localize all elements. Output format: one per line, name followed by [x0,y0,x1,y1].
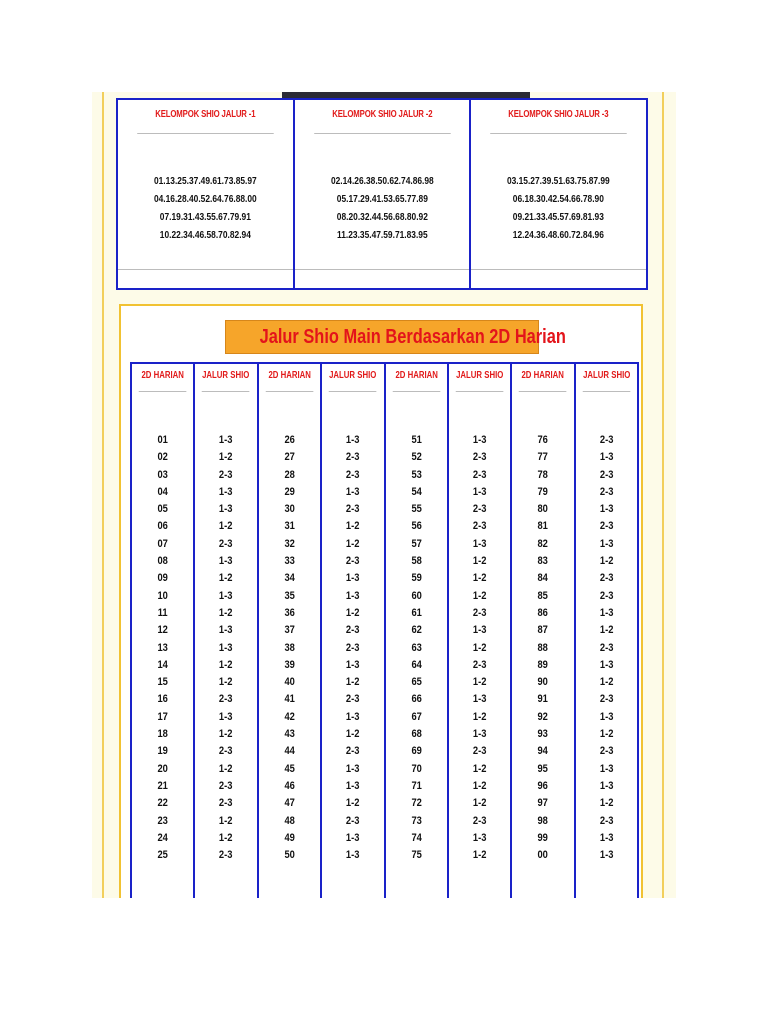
jalur-shio-cell: 2-3 [472,451,487,464]
harian-number-cell: 34 [284,572,295,585]
harian-number-cell: 47 [284,797,295,810]
jalur-shio-cell: 1-2 [346,676,360,689]
jalur-shio-cell: 2-3 [599,641,614,654]
harian-number-cell: 62 [410,624,422,637]
kelompok-line: 02.14.26.38.50.62.74.86.98 [330,175,434,187]
harian-number-cell: 53 [410,468,422,481]
harian-number-cell: 04 [157,485,168,498]
jalur-shio-cell: 1-2 [219,451,233,464]
harian-number-cell: 76 [537,434,549,446]
jalur-shio-cell: 1-3 [219,710,233,723]
kelompok-line: 09.21.33.45.57.69.81.93 [513,211,605,223]
jalur-shio-cell: 1-3 [599,710,614,723]
harian-number-cell: 12 [157,624,168,637]
jalur-shio-cell: 2-3 [346,468,360,481]
jalur-shio-cell: 2-3 [472,503,487,516]
jalur-shio-cell: 2-3 [599,745,614,758]
jalur-shio-cell: 1-2 [472,762,487,775]
jalur-shio-cell: 2-3 [346,745,360,758]
harian-number-cell: 51 [410,434,422,446]
jalur-shio-cell: 1-2 [472,779,487,792]
harian-number-cell: 11 [157,606,168,619]
jalur-shio-cell: 1-2 [219,814,233,827]
harian-number-cell: 03 [157,468,168,481]
jalur-shio-cell: 1-2 [219,762,233,775]
jalur-shio-cell: 1-3 [599,779,614,792]
harian-number-cell: 39 [284,658,295,671]
harian-number-cell: 01 [157,434,168,446]
column-header: 2D HARIAN [266,364,314,392]
harian-number-cell: 80 [537,503,549,516]
jalur-shio-cell: 1-2 [472,797,487,810]
jalur-shio-cell: 1-3 [346,831,360,844]
jalur-shio-cell: 1-2 [599,728,614,741]
harian-number-cell: 30 [284,503,295,516]
harian-number-cell: 32 [284,537,295,550]
jalur-shio-cell: 2-3 [219,468,233,481]
jalur-shio-cell: 1-3 [219,589,233,602]
jalur-column-8 [576,364,637,898]
jalur-shio-cell: 1-3 [219,434,233,446]
kelompok-shio-table [116,98,648,290]
harian-number-cell: 45 [284,762,295,775]
harian-number-cell: 63 [410,641,422,654]
jalur-shio-cell: 1-3 [472,728,487,741]
jalur-shio-cell: 2-3 [346,503,360,516]
jalur-column-5 [386,364,449,898]
harian-number-cell: 48 [284,814,295,827]
harian-number-cell: 00 [537,849,549,862]
kelompok-footer-rule [118,269,293,270]
jalur-shio-cell: 1-3 [599,849,614,862]
jalur-shio-cell: 1-2 [219,728,233,741]
column-header: JALUR SHIO [329,364,377,392]
harian-number-cell: 96 [537,779,549,792]
jalur-shio-cell: 1-2 [599,676,614,689]
harian-number-cell: 05 [157,503,168,516]
harian-number-cell: 54 [410,485,422,498]
harian-number-cell: 98 [537,814,549,827]
harian-number-cell: 08 [157,555,168,568]
jalur-column-1 [132,364,195,898]
jalur-shio-cell: 1-3 [472,624,487,637]
jalur-shio-cell: 1-2 [472,641,487,654]
harian-number-cell: 23 [157,814,168,827]
harian-number-cell: 65 [410,676,422,689]
jalur-shio-cell: 2-3 [472,745,487,758]
jalur-shio-cell: 2-3 [599,434,614,446]
column-header: 2D HARIAN [139,364,187,392]
harian-number-cell: 85 [537,589,549,602]
jalur-column-6 [449,364,512,898]
harian-number-cell: 35 [284,589,295,602]
jalur-shio-cell: 1-3 [219,624,233,637]
kelompok-column-2 [295,100,472,288]
jalur-shio-cell: 1-2 [346,520,360,533]
jalur-shio-cell: 1-2 [472,676,487,689]
harian-number-cell: 92 [537,710,549,723]
harian-number-cell: 50 [284,849,295,862]
kelompok-line: 12.24.36.48.60.72.84.96 [513,229,605,241]
kelompok-line: 07.19.31.43.55.67.79.91 [159,211,251,223]
jalur-shio-cell: 2-3 [599,485,614,498]
harian-number-cell: 22 [157,797,168,810]
kelompok-header: KELOMPOK SHIO JALUR -2 [314,100,450,134]
jalur-shio-banner [225,320,566,354]
jalur-shio-cell: 1-3 [346,589,360,602]
harian-number-cell: 73 [410,814,422,827]
harian-number-cell: 94 [537,745,549,758]
jalur-shio-panel [119,304,643,898]
jalur-shio-cell: 1-3 [219,503,233,516]
harian-number-cell: 49 [284,831,295,844]
harian-number-cell: 93 [537,728,549,741]
jalur-shio-cell: 1-2 [472,710,487,723]
kelompok-column-1 [118,100,295,288]
jalur-shio-cell: 1-2 [472,589,487,602]
harian-number-cell: 59 [410,572,422,585]
column-header: JALUR SHIO [456,364,504,392]
page-border-right [662,92,664,898]
jalur-shio-table [130,362,639,898]
harian-number-cell: 33 [284,555,295,568]
jalur-shio-cell: 1-2 [219,606,233,619]
column-header: JALUR SHIO [202,364,250,392]
harian-number-cell: 64 [410,658,422,671]
jalur-shio-cell: 1-3 [346,485,360,498]
harian-number-cell: 40 [284,676,295,689]
harian-number-cell: 67 [410,710,422,723]
harian-number-cell: 28 [284,468,295,481]
jalur-shio-cell: 2-3 [599,693,614,706]
jalur-shio-cell: 1-2 [346,537,360,550]
harian-number-cell: 95 [537,762,549,775]
column-header: JALUR SHIO [582,364,630,392]
jalur-shio-cell: 1-2 [472,572,487,585]
harian-number-cell: 16 [157,693,168,706]
jalur-shio-cell: 2-3 [219,745,233,758]
jalur-shio-cell: 1-2 [219,676,233,689]
jalur-shio-cell: 2-3 [599,814,614,827]
harian-number-cell: 58 [410,555,422,568]
kelompok-line: 04.16.28.40.52.64.76.88.00 [153,193,257,205]
harian-number-cell: 14 [157,658,168,671]
jalur-shio-cell: 1-3 [599,451,614,464]
harian-number-cell: 84 [537,572,549,585]
jalur-shio-cell: 2-3 [346,624,360,637]
jalur-shio-cell: 1-3 [472,485,487,498]
kelompok-column-3 [471,100,646,288]
harian-number-cell: 69 [410,745,422,758]
harian-number-cell: 61 [410,606,422,619]
jalur-shio-cell: 2-3 [219,797,233,810]
jalur-shio-cell: 1-3 [346,658,360,671]
jalur-shio-cell: 1-3 [346,849,360,862]
kelompok-footer-rule [471,269,646,270]
harian-number-cell: 90 [537,676,549,689]
jalur-shio-cell: 1-2 [599,797,614,810]
jalur-shio-cell: 1-2 [472,849,487,862]
jalur-shio-cell: 1-2 [346,728,360,741]
jalur-shio-cell: 1-3 [219,485,233,498]
jalur-shio-cell: 1-2 [219,831,233,844]
jalur-shio-cell: 1-2 [219,572,233,585]
jalur-column-7 [512,364,575,898]
jalur-shio-cell: 2-3 [346,814,360,827]
jalur-shio-cell: 2-3 [472,814,487,827]
jalur-shio-cell: 1-3 [346,710,360,723]
harian-number-cell: 70 [410,762,422,775]
kelompok-line: 03.15.27.39.51.63.75.87.99 [507,175,611,187]
kelompok-footer-rule [295,269,470,270]
harian-number-cell: 06 [157,520,168,533]
harian-number-cell: 29 [284,485,295,498]
jalur-shio-cell: 1-3 [219,555,233,568]
jalur-shio-cell: 2-3 [599,468,614,481]
jalur-shio-cell: 1-2 [472,555,487,568]
column-header: 2D HARIAN [519,364,567,392]
harian-number-cell: 77 [537,451,549,464]
kelompok-line: 01.13.25.37.49.61.73.85.97 [153,175,257,187]
harian-number-cell: 09 [157,572,168,585]
harian-number-cell: 66 [410,693,422,706]
harian-number-cell: 52 [410,451,422,464]
document-page [92,92,676,898]
harian-number-cell: 26 [284,434,295,446]
kelompok-line: 06.18.30.42.54.66.78.90 [513,193,605,205]
jalur-shio-cell: 2-3 [346,451,360,464]
harian-number-cell: 97 [537,797,549,810]
jalur-column-2 [195,364,258,898]
harian-number-cell: 07 [157,537,168,550]
jalur-shio-cell: 1-2 [599,555,614,568]
jalur-shio-cell: 1-3 [599,537,614,550]
harian-number-cell: 57 [410,537,422,550]
harian-number-cell: 43 [284,728,295,741]
jalur-shio-cell: 1-3 [599,831,614,844]
kelompok-line: 08.20.32.44.56.68.80.92 [336,211,428,223]
harian-number-cell: 44 [284,745,295,758]
jalur-column-4 [322,364,385,898]
jalur-shio-cell: 1-3 [346,779,360,792]
jalur-shio-cell: 1-3 [472,537,487,550]
jalur-shio-cell: 1-3 [599,658,614,671]
jalur-shio-cell: 1-2 [599,624,614,637]
jalur-shio-cell: 1-2 [219,520,233,533]
page-border-left [102,92,104,898]
harian-number-cell: 68 [410,728,422,741]
harian-number-cell: 37 [284,624,295,637]
jalur-shio-cell: 1-3 [219,641,233,654]
harian-number-cell: 71 [410,779,422,792]
harian-number-cell: 19 [157,745,168,758]
harian-number-cell: 75 [410,849,422,862]
jalur-shio-cell: 1-3 [346,572,360,585]
jalur-shio-cell: 1-3 [472,831,487,844]
harian-number-cell: 87 [537,624,549,637]
harian-number-cell: 46 [284,779,295,792]
harian-number-cell: 82 [537,537,549,550]
harian-number-cell: 15 [157,676,168,689]
jalur-shio-cell: 2-3 [346,693,360,706]
harian-number-cell: 02 [157,451,168,464]
kelompok-line: 10.22.34.46.58.70.82.94 [159,229,251,241]
jalur-shio-cell: 2-3 [219,537,233,550]
harian-number-cell: 13 [157,641,168,654]
jalur-shio-title: Jalur Shio Main Berdasarkan 2D Harian [259,326,566,348]
jalur-shio-cell: 1-3 [599,503,614,516]
kelompok-line: 05.17.29.41.53.65.77.89 [336,193,428,205]
harian-number-cell: 83 [537,555,549,568]
harian-number-cell: 10 [157,589,168,602]
harian-number-cell: 41 [284,693,295,706]
harian-number-cell: 89 [537,658,549,671]
harian-number-cell: 91 [537,693,549,706]
jalur-shio-cell: 1-2 [346,797,360,810]
harian-number-cell: 86 [537,606,549,619]
kelompok-header: KELOMPOK SHIO JALUR -3 [491,100,627,134]
harian-number-cell: 79 [537,485,549,498]
jalur-shio-cell: 2-3 [219,849,233,862]
jalur-shio-cell: 2-3 [472,468,487,481]
jalur-shio-cell: 1-3 [599,606,614,619]
jalur-shio-cell: 1-2 [346,606,360,619]
jalur-shio-cell: 1-3 [346,762,360,775]
harian-number-cell: 20 [157,762,168,775]
jalur-shio-cell: 2-3 [219,779,233,792]
harian-number-cell: 17 [157,710,168,723]
jalur-shio-cell: 2-3 [599,572,614,585]
harian-number-cell: 78 [537,468,549,481]
kelompok-line: 11.23.35.47.59.71.83.95 [336,229,428,241]
harian-number-cell: 42 [284,710,295,723]
jalur-shio-cell: 1-3 [472,693,487,706]
harian-number-cell: 55 [410,503,422,516]
harian-number-cell: 38 [284,641,295,654]
harian-number-cell: 99 [537,831,549,844]
harian-number-cell: 25 [157,849,168,862]
harian-number-cell: 56 [410,520,422,533]
harian-number-cell: 81 [537,520,549,533]
harian-number-cell: 74 [410,831,422,844]
column-header: 2D HARIAN [392,364,440,392]
jalur-shio-cell: 1-3 [472,434,487,446]
jalur-shio-cell: 2-3 [472,658,487,671]
jalur-shio-cell: 2-3 [599,520,614,533]
harian-number-cell: 24 [157,831,168,844]
jalur-shio-cell: 2-3 [599,589,614,602]
jalur-shio-cell: 2-3 [346,641,360,654]
harian-number-cell: 88 [537,641,549,654]
harian-number-cell: 36 [284,606,295,619]
jalur-shio-cell: 1-2 [219,658,233,671]
jalur-shio-cell: 2-3 [472,606,487,619]
harian-number-cell: 27 [284,451,295,464]
jalur-shio-cell: 1-3 [599,762,614,775]
jalur-shio-cell: 2-3 [472,520,487,533]
kelompok-header: KELOMPOK SHIO JALUR -1 [137,100,273,134]
jalur-shio-cell: 2-3 [346,555,360,568]
harian-number-cell: 72 [410,797,422,810]
harian-number-cell: 31 [284,520,295,533]
harian-number-cell: 18 [157,728,168,741]
harian-number-cell: 21 [157,779,168,792]
harian-number-cell: 60 [410,589,422,602]
jalur-shio-cell: 2-3 [219,693,233,706]
jalur-column-3 [259,364,322,898]
jalur-shio-cell: 1-3 [346,434,360,446]
